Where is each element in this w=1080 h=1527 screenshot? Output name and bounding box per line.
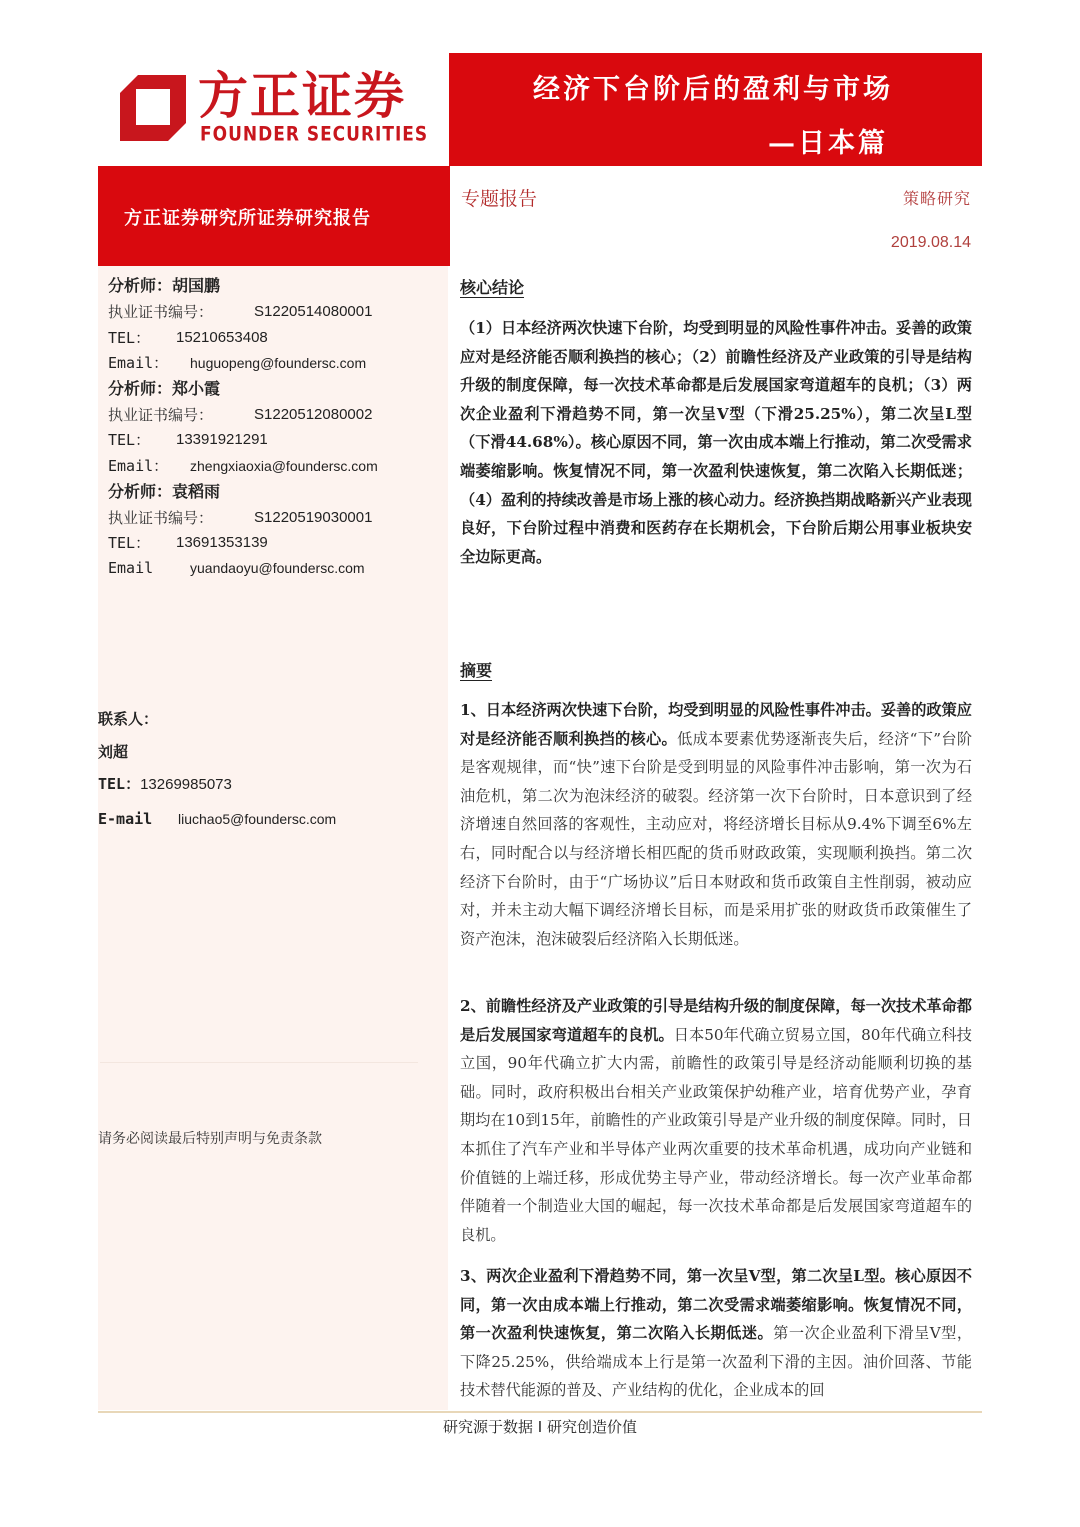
core-conclusion-heading: 核心结论 <box>460 278 525 297</box>
analyst-2-tel <box>108 430 268 450</box>
summary-item-2 <box>460 992 972 1249</box>
analyst-2-email <box>108 456 378 476</box>
tel-number: 13691353139 <box>176 534 268 551</box>
contact-name: 刘超 <box>98 743 129 761</box>
cert-label: 执业证书编号： <box>108 406 214 424</box>
disclaimer-notice: 请务必阅读最后特别声明与免责条款 <box>98 1131 322 1147</box>
analyst-3-tel <box>108 533 268 553</box>
contact-email <box>98 809 337 829</box>
analyst-label: 分析师： <box>108 379 173 398</box>
email-link[interactable]: liuchao5@foundersc.com <box>178 811 337 827</box>
analyst-name: 郑小霞 <box>172 379 221 398</box>
summary-item-body: 低成本要素优势逐渐丧失后，经济“下”台阶是客观规律，而“快”速下台阶是受到明显的风险事件冲击影响，第一次为石油危机，第二次为泡沫经济的破裂。经济第一次下台阶时，日本意识到了经济增速自然回落的客观性，主动应对，将经济增长目标从9.4%下调至6%左右，同时配合以与经济增长相匹配的货币财政政策，实现顺利换挡。第二次经济下台阶时，由于“广场协议”后日本财政和货币政策自主性削弱，被动应对，并未主动大幅下调经济增长目标，而是采用扩张的财政货币政策催生了资产泡沫，泡沫破裂后经济陷入长期低迷。 <box>460 729 973 948</box>
tel-label: TEL： <box>108 534 151 552</box>
analyst-1-cert <box>108 302 373 322</box>
email-label: Email： <box>108 457 169 475</box>
tel-number: 15210653408 <box>176 329 268 346</box>
cert-number: S1220514080001 <box>254 303 373 320</box>
report-title-box <box>449 53 982 166</box>
summary-item-3 <box>460 1262 972 1405</box>
email-link[interactable]: huguopeng@foundersc.com <box>190 355 367 371</box>
analyst-2-heading <box>108 379 220 399</box>
analyst-name: 袁稻雨 <box>172 482 221 501</box>
contact-tel <box>98 774 232 795</box>
core-conclusion-text: （1）日本经济两次快速下台阶，均受到明显的风险性事件冲击。妥善的政策应对是经济能否顺利换挡的核心；（2）前瞻性经济及产业政策的引导是结构升级的制度保障，每一次技术革命都是后发展国家弯道超车的良机；（3）两次企业盈利下滑趋势不同，第一次呈V型（下滑25.25%），第二次呈L型（下滑44.68%）。核心原因不同，第一次由成本端上行推动，第二次受需求端萎缩影响。恢复情况不同，第一次盈利快速恢复，第二次陷入长期低迷；（4）盈利的持续改善是市场上涨的核心动力。经济换挡期战略新兴产业表现良好，下台阶过程中消费和医药存在长期机会，下台阶后期公用事业板块安全边际更高。 <box>460 319 972 566</box>
summary-item-lead: 1、日本经济两次快速下台阶，均受到明显的风险性事件冲击。妥善的政策应对是经济能否顺利换挡的核心。 <box>460 701 972 748</box>
brand-name-en: FOUNDER SECURITIES <box>200 123 429 146</box>
report-type: 专题报告 <box>461 188 538 210</box>
analyst-name: 胡国鹏 <box>172 276 221 295</box>
summary-item-lead: 3、两次企业盈利下滑趋势不同，第一次呈V型，第二次呈L型。核心原因不同，第一次由成本端上行推动，第二次受需求端萎缩影响。恢复情况不同，第一次盈利快速恢复，第二次陷入长期低迷。 <box>460 1267 972 1343</box>
summary-heading: 摘要 <box>460 661 493 680</box>
email-label: E-mail <box>98 810 153 828</box>
cert-label: 执业证书编号： <box>108 509 214 527</box>
analyst-sidebar <box>98 266 448 1410</box>
report-title-text: 经济下台阶后的盈利与市场 <box>533 74 893 105</box>
analyst-1-tel <box>108 328 268 348</box>
summary-item-1 <box>460 696 972 953</box>
header-divider <box>448 166 450 266</box>
analyst-3-cert <box>108 508 373 528</box>
analyst-1-email <box>108 353 367 373</box>
cert-number: S1220519030001 <box>254 509 373 526</box>
analyst-label: 分析师： <box>108 482 173 501</box>
email-label: Email： <box>108 354 169 372</box>
report-date: 2019.08.14 <box>890 234 971 251</box>
email-label: Email <box>108 559 154 577</box>
tel-number: 13269985073 <box>140 776 232 793</box>
brand-logo <box>98 53 448 166</box>
analyst-3-heading <box>108 482 220 502</box>
cert-number: S1220512080002 <box>254 406 373 423</box>
founder-logo-icon <box>118 73 188 143</box>
summary-item-body: 第一次企业盈利下滑呈V型，下降25.25%，供给端成本上行是第一次盈利下滑的主因。油价回落、节能技术替代能源的普及、产业结构的优化，企业成本的回 <box>460 1324 973 1400</box>
analyst-2-cert <box>108 405 373 425</box>
tel-label: TEL： <box>98 775 141 793</box>
tel-label: TEL： <box>108 431 151 449</box>
summary-item-body: 日本50年代确立贸易立国，80年代确立科技立国，90年代确立扩大内需，前瞻性的政策引导是经济动能顺利切换的基础。同时，政府积极出台相关产业政策保护幼稚产业，培育优势产业，孕育期均在10到15年，前瞻性的产业政策引导是产业升级的制度保障。同时，日本抓住了汽车产业和半导体产业两次重要的技术革命机遇，成功向产业链和价值链的上端迁移，形成优势主导产业，带动经济增长。每一次产业革命都伴随着一个制造业大国的崛起，每一次技术革命都是后发展国家弯道超车的良机。 <box>460 1025 972 1244</box>
cert-label: 执业证书编号： <box>108 303 214 321</box>
email-link[interactable]: zhengxiaoxia@foundersc.com <box>190 458 378 474</box>
tel-label: TEL： <box>108 329 151 347</box>
email-link[interactable]: yuandaoyu@foundersc.com <box>190 560 365 576</box>
tel-number: 13391921291 <box>176 431 268 448</box>
summary-item-lead: 2、前瞻性经济及产业政策的引导是结构升级的制度保障，每一次技术革命都是后发展国家弯道超车的良机。 <box>460 997 972 1044</box>
analyst-3-email <box>108 558 365 578</box>
footer-slogan: 研究源于数据 I 研究创造价值 <box>443 1418 637 1436</box>
analyst-1-heading <box>108 276 220 296</box>
footer-divider <box>98 1411 982 1413</box>
sidebar-divider <box>100 1062 418 1063</box>
analyst-label: 分析师： <box>108 276 173 295</box>
institute-banner-text: 方正证券研究所证券研究报告 <box>124 208 371 229</box>
report-subtitle: —日本篇 <box>768 128 888 159</box>
report-category: 策略研究 <box>902 189 971 208</box>
institute-banner <box>98 166 448 266</box>
contact-title: 联系人： <box>98 710 159 728</box>
report-title <box>449 67 982 106</box>
brand-name-cn: 方正证券 <box>198 67 406 125</box>
